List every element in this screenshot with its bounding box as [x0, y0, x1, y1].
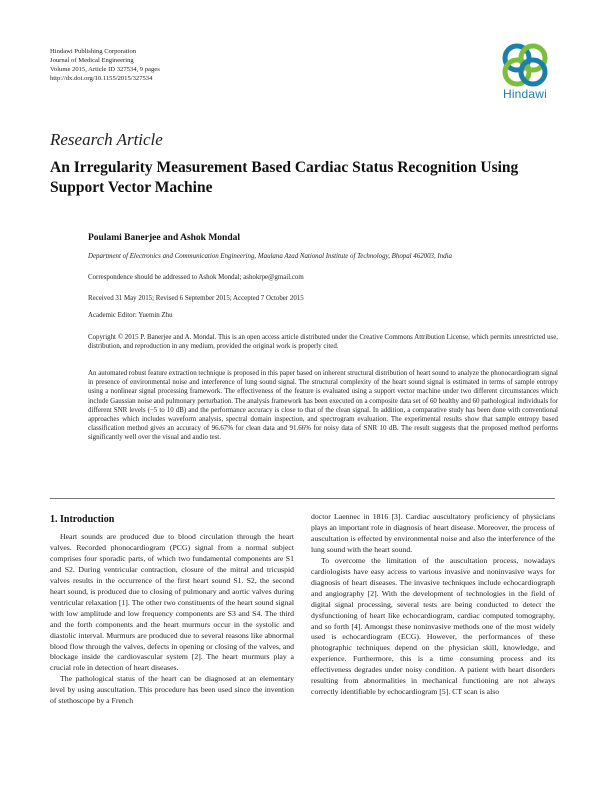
copyright-notice: Copyright © 2015 P. Banerjee and A. Mondal. This is an open access article distributed under the Creative Commons Attribution License, which permits unrestricted use, distribution, and reproduction in any medium, provided the original work is properly cited.: [88, 334, 558, 351]
paper-title: An Irregularity Measurement Based Cardiac Status Recognition Using Support Vector Machine: [50, 159, 519, 196]
body-column-right: [311, 512, 555, 698]
section-divider: [50, 498, 555, 499]
affiliation: Department of Electronics and Communication Engineering, Maulana Azad National Institute of Technology, Bhopal 462003, India: [88, 253, 452, 260]
author-list: Poulami Banerjee and Ashok Mondal: [88, 233, 241, 243]
body-column-left: [50, 532, 294, 707]
correspondence: Correspondence should be addressed to Ashok Mondal; ashokrpe@gmail.com: [88, 274, 304, 281]
abstract: An automated robust feature extraction technique is proposed in this paper based on inherent structural distribution of heart sound to analyze the phonocardiogram signal in presence of environmental noise and interference of lung sound signal. The structural complexity of the heart sound signal is estimated in terms of sample entropy using a nonlinear signal processing framework. The effectiveness of the feature is evaluated using a support vector machine under two different circumstances which include Gaussian noise and pulmonary perturbation. The analysis framework has been executed on a composite data set of 60 healthy and 60 pathological individuals for different SNR levels (−5 to 10 dB) and the performance accuracy is close to that of the clean signal. In addition, a comparative study has been done with conventional approaches which includes waveform analysis, spectral domain inspection, and spectrogram evaluation. The experimental results show that sample entropy based classification method gives an accuracy of 96.67% for clean data and 91.66% for noisy data of SNR 10 dB. The result suggests that the proposed method performs significantly well over the visual and audio test.: [88, 369, 558, 442]
paragraph: doctor Laennec in 1816 [3]. Cardiac auscultatory proficiency of physicians plays an important role in diagnosis of heart disease. Moreover, the process of auscultation is effected by environmental noise and also the interference of the lung sound with the heart sound.: [311, 512, 555, 554]
article-type: Research Article: [50, 130, 163, 149]
journal-name: Journal of Medical Engineering: [50, 57, 134, 64]
hindawi-logo: [497, 40, 553, 106]
logo-wordmark: Hindawi: [502, 87, 548, 101]
academic-editor: Academic Editor: Yuemin Zhu: [88, 312, 173, 319]
doi-link[interactable]: http://dx.doi.org/10.1155/2015/327534: [50, 75, 153, 82]
section-heading: 1. Introduction: [50, 514, 115, 525]
publisher-name: Hindawi Publishing Corporation: [50, 48, 137, 55]
volume-line: Volume 2015, Article ID 327534, 9 pages: [50, 66, 160, 73]
submission-dates: Received 31 May 2015; Revised 6 September 2015; Accepted 7 October 2015: [88, 295, 304, 302]
hindawi-logo-icon: [500, 40, 550, 88]
paragraph: To overcome the limitation of the auscultation process, nowadays cardiologists have easy access to various invasive and noninvasive ways for diagnosis of heart diseases. The invasive techniques include echocardiograph and angiography [2]. With the development of technologies in the field of digital signal processing, several tests are being conducted to detect the dysfunctioning of heart like echocardiogram, cardiac computed tomography, and so forth [4]. Amongst these noninvasive methods one of the most widely used is echocardiogram (ECG). However, the performances of these photographic techniques depend on the physician skill, knowledge, and experience. Furthermore, this is a time consuming process and its effectiveness degrades under noisy condition. A patient with heart disorders resulting from abnormalities in mechanical functioning are not always correctly identifiable by echocardiogram [5]. CT scan is also: [311, 555, 555, 697]
paragraph: Heart sounds are produced due to blood circulation through the heart valves. Recorded phonocardiogram (PCG) signal from a normal subject comprises four sporadic parts, of which two fundamental components are S1 and S2. During ventricular contraction, closure of the mitral and tricuspid valves results in the occurrence of the first heart sound S1. S2, the second heart sound, is produced due to closing of pulmonary and aortic valves during ventricular relaxation [1]. The other two constituents of the heart sound signal with low amplitude and low frequency components are S3 and S4. The third and the forth components and the heart murmurs occur in the systolic and diastolic interval. Murmurs are produced due to several reasons like abnormal blood flow through the valves, defects in opening or closing of the valves, and blockage inside the cardiovascular system [2]. The heart murmurs play a crucial role in detection of heart diseases.: [50, 532, 294, 673]
journal-header: [50, 47, 350, 83]
paragraph: The pathological status of the heart can be diagnosed at an elementary level by using auscultation. This procedure has been used since the invention of stethoscope by a French: [50, 674, 294, 706]
